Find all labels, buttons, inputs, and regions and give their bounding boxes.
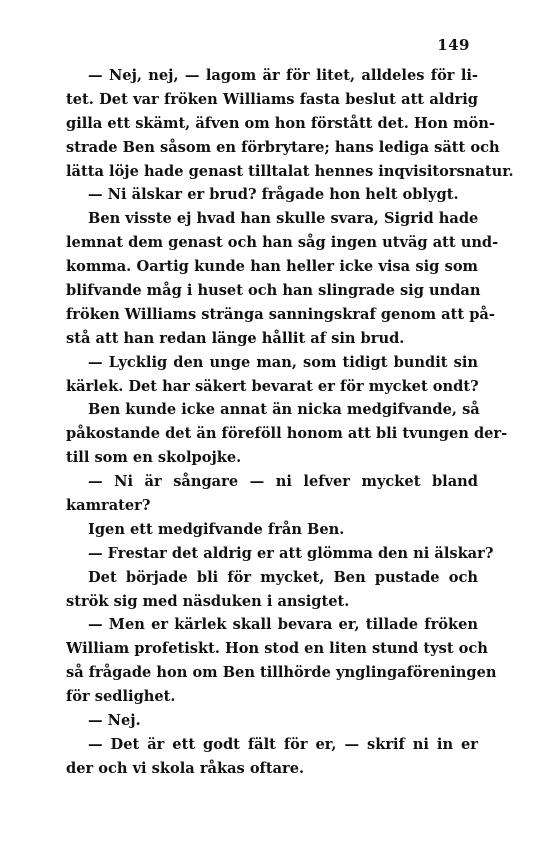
text-line: lätta löje hade genast tilltalat hennes inqvisitorsnatur. — [66, 162, 514, 180]
text-line: — Men er kärlek skall bevara er, tillade fröken — [88, 616, 478, 634]
text-line: — Det är ett godt fält för er, — skrif ni in er — [88, 735, 478, 753]
text-line: kärlek. Det har säkert bevarat er för mycket ondt? — [66, 377, 479, 395]
text-line: för sedlighet. — [66, 688, 176, 706]
body-text — [66, 64, 514, 781]
text-line: gilla ett skämt, äfven om hon förstått det. Hon mön- — [66, 114, 495, 132]
text-line: — Ni älskar er brud? frågade hon helt oblygt. — [88, 186, 459, 204]
text-line: William profetiskt. Hon stod en liten stund tyst och — [66, 640, 488, 658]
text-line: Igen ett medgifvande från Ben. — [88, 520, 345, 538]
text-line: stå att han redan länge hållit af sin brud. — [66, 329, 405, 347]
text-line: strök sig med näsduken i ansigtet. — [66, 592, 350, 610]
text-line: — Frestar det aldrig er att glömma den ni älskar? — [88, 544, 494, 562]
text-line: — Lycklig den unge man, som tidigt bundit sin — [88, 353, 478, 371]
text-line: Det började bli för mycket, Ben pustade och — [88, 568, 478, 586]
text-line: påkostande det än föreföll honom att bli tvungen der- — [66, 425, 508, 443]
text-line: komma. Oartig kunde han heller icke visa sig som — [66, 258, 478, 276]
text-line: tet. Det var fröken Williams fasta beslut att aldrig — [66, 90, 478, 108]
text-line: strade Ben såsom en förbrytare; hans lediga sätt och — [66, 138, 500, 156]
text-line: — Nej, nej, — lagom är för litet, alldeles för li- — [88, 67, 478, 84]
text-line: der och vi skola råkas oftare. — [66, 759, 305, 777]
text-line: kamrater? — [66, 497, 151, 515]
text-line: lemnat dem genast och han såg ingen utväg att und- — [66, 234, 499, 252]
text-line: fröken Williams stränga sanningskraf genom att på- — [66, 305, 495, 323]
text-line: — Nej. — [88, 712, 141, 730]
text-line: — Ni är sångare — ni lefver mycket bland — [88, 473, 478, 491]
text-line: blifvande måg i huset och han slingrade sig undan — [66, 282, 481, 300]
text-line: Ben visste ej hvad han skulle svara, Sigrid hade — [88, 210, 479, 228]
text-line: till som en skolpojke. — [66, 449, 242, 467]
text-line: Ben kunde icke annat än nicka medgifvande, så — [88, 401, 480, 419]
page-number: 149 — [437, 36, 470, 54]
text-line: så frågade hon om Ben tillhörde ynglingaföreningen — [66, 664, 497, 682]
